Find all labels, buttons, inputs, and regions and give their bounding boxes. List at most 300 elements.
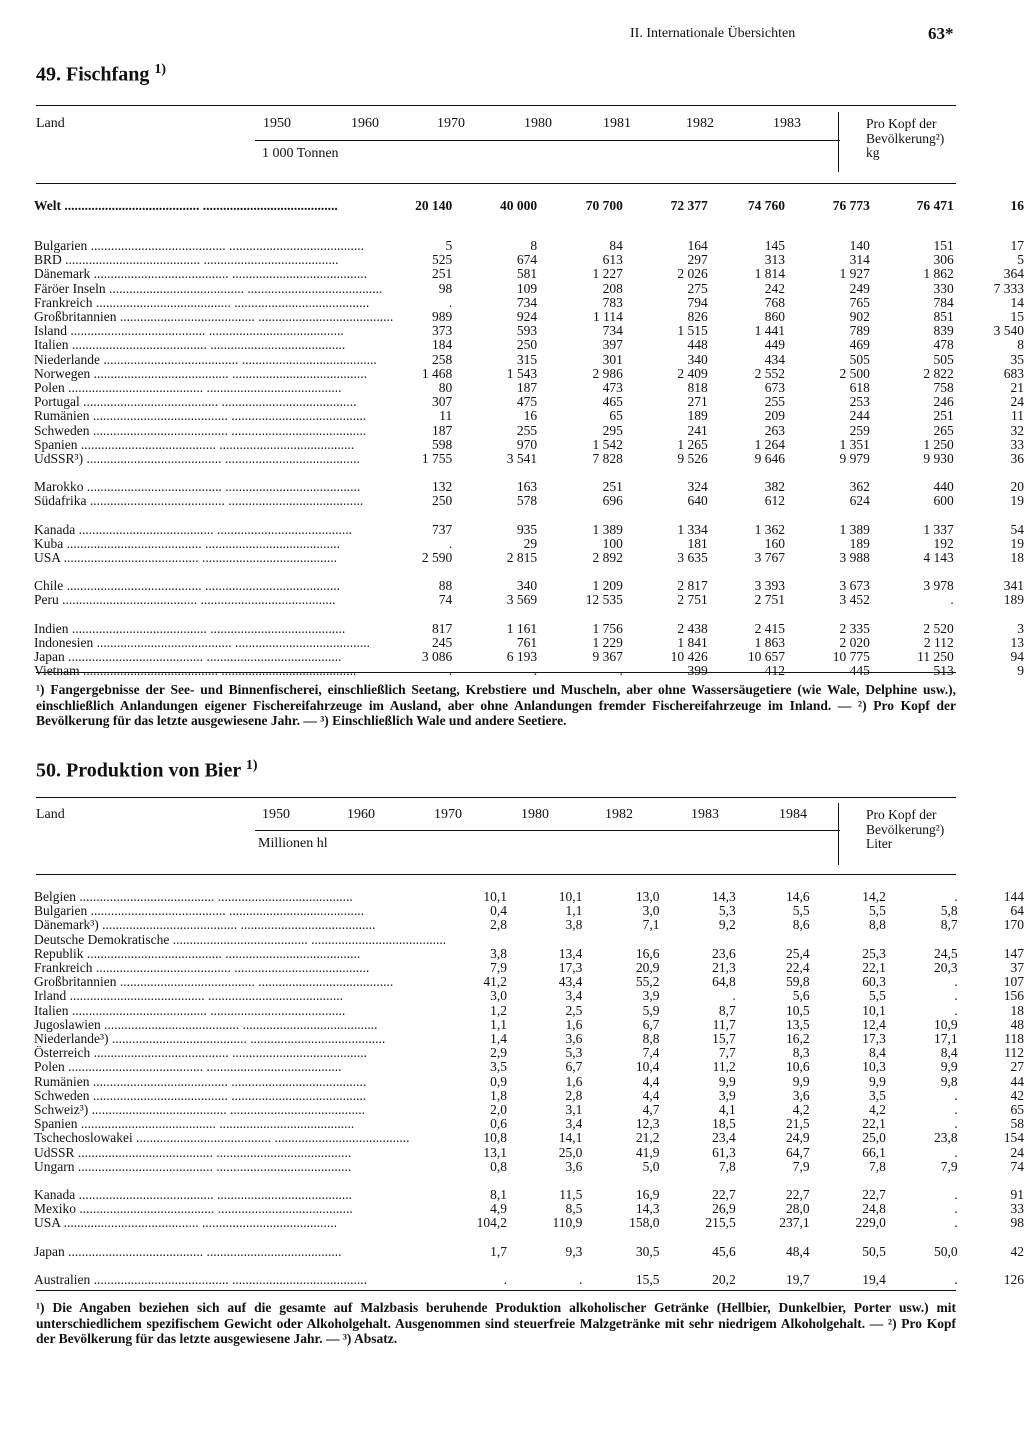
value-cell: 263 bbox=[764, 423, 785, 438]
value-cell: 32 bbox=[1010, 423, 1024, 438]
country-cell: Rumänien ........................................ ........................................ bbox=[34, 1074, 367, 1089]
value-cell: 255 bbox=[764, 395, 785, 410]
value-cell: 11 bbox=[1011, 409, 1024, 424]
beer-col-land: Land bbox=[36, 807, 65, 822]
value-cell: 245 bbox=[432, 635, 453, 650]
value-cell: 478 bbox=[933, 338, 954, 353]
value-cell: 2,8 bbox=[565, 1088, 583, 1103]
value-cell: 8,8 bbox=[869, 918, 886, 933]
value-cell: 2,5 bbox=[565, 1003, 583, 1018]
table-row bbox=[34, 890, 1024, 904]
value-cell: 505 bbox=[933, 352, 954, 367]
value-cell: 3 540 bbox=[993, 324, 1024, 339]
value-cell: 20 bbox=[1010, 480, 1024, 495]
value-cell: 154 bbox=[1003, 1131, 1024, 1146]
country-cell: Färöer Inseln ........................................ ........................................ bbox=[34, 281, 383, 296]
fish-year-header: 1960 bbox=[351, 116, 379, 131]
value-cell: 54 bbox=[1010, 522, 1024, 537]
value-cell: 7,4 bbox=[642, 1046, 660, 1061]
value-cell: 50,0 bbox=[934, 1244, 958, 1259]
value-cell bbox=[393, 608, 452, 622]
value-cell: 4,9 bbox=[490, 1202, 507, 1217]
value-cell: 18,5 bbox=[712, 1117, 736, 1132]
value-cell: 3,6 bbox=[792, 1088, 810, 1103]
table-row bbox=[34, 975, 1024, 989]
table-row bbox=[34, 1216, 1024, 1230]
value-cell: 2 500 bbox=[839, 366, 870, 381]
table-row bbox=[34, 239, 1024, 253]
country-cell: Niederlande ........................................ ........................................ bbox=[34, 352, 377, 367]
value-cell: 8 bbox=[1017, 338, 1024, 353]
value-cell: 1,1 bbox=[565, 904, 583, 919]
value-cell bbox=[958, 1174, 1024, 1188]
value-cell bbox=[582, 933, 659, 947]
fish-header-subrule bbox=[255, 140, 840, 141]
value-cell bbox=[954, 225, 1024, 239]
value-cell: 445 bbox=[849, 664, 870, 679]
value-cell: 4,4 bbox=[642, 1088, 660, 1103]
value-cell: 612 bbox=[764, 494, 785, 509]
value-cell: 613 bbox=[602, 253, 623, 268]
value-cell: 18 bbox=[1010, 1003, 1024, 1018]
table-row bbox=[34, 1089, 1024, 1103]
country-cell: Italien ........................................ ........................................ bbox=[34, 338, 346, 353]
beer-year-header: 1983 bbox=[691, 807, 719, 822]
value-cell: 4,7 bbox=[642, 1103, 660, 1118]
value-cell: 851 bbox=[933, 310, 954, 325]
beer-header-subrule bbox=[255, 830, 840, 831]
value-cell: 0,6 bbox=[490, 1117, 507, 1132]
value-cell: 935 bbox=[516, 522, 538, 537]
value-cell: 64,7 bbox=[785, 1145, 810, 1160]
value-cell: 13,1 bbox=[483, 1145, 507, 1160]
value-cell: 156 bbox=[1003, 989, 1024, 1004]
value-cell bbox=[958, 1259, 1024, 1273]
value-cell: 3 086 bbox=[421, 650, 453, 665]
fish-perhead-header: Pro Kopf der Bevölkerung²) kg bbox=[866, 116, 945, 160]
fish-table-title: 49. Fischfang $^{1)}$ bbox=[36, 62, 167, 86]
value-cell: 2 020 bbox=[839, 635, 870, 650]
value-cell: 7 333 bbox=[993, 281, 1024, 296]
value-cell bbox=[954, 608, 1024, 622]
country-cell: Mexiko ........................................ ........................................ bbox=[34, 1202, 353, 1217]
value-cell: 42 bbox=[1010, 1088, 1024, 1103]
value-cell: 1,1 bbox=[490, 1017, 507, 1032]
table-row bbox=[34, 989, 1024, 1003]
value-cell bbox=[810, 933, 886, 947]
fish-data-table bbox=[34, 199, 1024, 678]
value-cell: 3,9 bbox=[718, 1088, 736, 1103]
value-cell bbox=[736, 1259, 810, 1273]
value-cell: 246 bbox=[933, 395, 954, 410]
value-cell: 13 bbox=[1010, 635, 1024, 650]
value-cell: 16,9 bbox=[635, 1188, 660, 1203]
value-cell: 475 bbox=[516, 395, 538, 410]
value-cell: 164 bbox=[687, 239, 708, 253]
value-cell: 132 bbox=[432, 480, 453, 495]
value-cell: 1 227 bbox=[592, 267, 623, 282]
country-cell: Niederlande³) ........................................ ........................................ bbox=[34, 1032, 386, 1047]
table-row bbox=[34, 466, 1024, 480]
table-row bbox=[34, 537, 1024, 551]
table-row bbox=[34, 1188, 1024, 1202]
value-cell: 12,4 bbox=[862, 1017, 886, 1032]
value-cell bbox=[659, 1174, 735, 1188]
fish-year-header: 1983 bbox=[773, 116, 801, 131]
value-cell: 3 393 bbox=[754, 579, 785, 594]
value-cell: 826 bbox=[687, 310, 708, 325]
value-cell: 902 bbox=[849, 310, 870, 325]
value-cell bbox=[582, 1174, 659, 1188]
value-cell: 33 bbox=[1010, 437, 1024, 452]
value-cell: 8,4 bbox=[869, 1046, 886, 1061]
country-cell bbox=[34, 1259, 446, 1273]
value-cell: 3 673 bbox=[839, 579, 870, 594]
value-cell: 26,9 bbox=[712, 1202, 736, 1217]
value-cell: 0,9 bbox=[490, 1074, 507, 1089]
value-cell bbox=[393, 225, 452, 239]
beer-table-title: 50. Produktion von Bier $^{1)}$ bbox=[36, 758, 258, 782]
value-cell: 76 471 bbox=[916, 199, 954, 213]
value-cell bbox=[810, 1174, 886, 1188]
value-cell bbox=[785, 565, 870, 579]
value-cell: 1 863 bbox=[754, 635, 785, 650]
value-cell: 9,2 bbox=[718, 918, 736, 933]
value-cell: 41,2 bbox=[483, 975, 507, 990]
value-cell: 160 bbox=[764, 536, 785, 551]
value-cell: 2 822 bbox=[923, 366, 954, 381]
value-cell: 14 bbox=[1010, 295, 1024, 310]
value-cell: 17,3 bbox=[558, 961, 583, 976]
value-cell: 16,6 bbox=[635, 946, 660, 961]
value-cell: 25,4 bbox=[785, 946, 810, 961]
value-cell: 100 bbox=[602, 536, 623, 551]
country-cell bbox=[34, 466, 393, 480]
value-cell: 187 bbox=[432, 423, 453, 438]
value-cell: 2 986 bbox=[592, 366, 623, 381]
value-cell bbox=[785, 509, 870, 523]
value-cell: 2 026 bbox=[677, 267, 708, 282]
value-cell bbox=[537, 565, 623, 579]
value-cell: 98 bbox=[438, 281, 453, 296]
beer-year-header: 1982 bbox=[605, 807, 633, 822]
value-cell: 229,0 bbox=[855, 1216, 886, 1231]
value-cell bbox=[659, 933, 735, 947]
value-cell: 8,8 bbox=[642, 1032, 660, 1047]
value-cell: 924 bbox=[516, 310, 538, 325]
value-cell: 48 bbox=[1010, 1017, 1024, 1032]
table-row bbox=[34, 409, 1024, 423]
value-cell: 59,8 bbox=[785, 975, 810, 990]
value-cell: 20,3 bbox=[934, 961, 958, 976]
country-cell: Jugoslawien ........................................ ........................................ bbox=[34, 1017, 378, 1032]
value-cell: 13,4 bbox=[558, 946, 583, 961]
country-cell: Indonesien ........................................ ........................................ bbox=[34, 635, 370, 650]
value-cell: . bbox=[954, 989, 958, 1004]
table-row bbox=[34, 1046, 1024, 1060]
value-cell: 3,0 bbox=[490, 989, 507, 1004]
value-cell: 24,9 bbox=[785, 1131, 810, 1146]
value-cell: 9 979 bbox=[839, 452, 870, 467]
table-row bbox=[34, 1273, 1024, 1287]
value-cell: 40 000 bbox=[499, 199, 538, 213]
country-cell: Bulgarien ........................................ ........................................ bbox=[34, 904, 364, 919]
country-cell: Vietnam ........................................ ........................................ bbox=[34, 664, 357, 679]
value-cell: 434 bbox=[764, 352, 785, 367]
value-cell: 14,6 bbox=[785, 890, 810, 904]
value-cell: 3,6 bbox=[565, 1159, 583, 1174]
country-cell: Welt ........................................ ........................................ bbox=[34, 199, 338, 213]
table-row bbox=[34, 593, 1024, 607]
value-cell: 91 bbox=[1010, 1188, 1024, 1203]
value-cell: 144 bbox=[1003, 890, 1024, 904]
value-cell: 192 bbox=[933, 536, 954, 551]
value-cell: 50,5 bbox=[862, 1244, 886, 1259]
table-row bbox=[34, 267, 1024, 281]
value-cell: 88 bbox=[438, 579, 453, 594]
value-cell bbox=[736, 933, 810, 947]
value-cell: 250 bbox=[516, 338, 538, 353]
table-row bbox=[34, 494, 1024, 508]
country-cell: Marokko ........................................ ........................................ bbox=[34, 480, 361, 495]
value-cell: 624 bbox=[849, 494, 870, 509]
value-cell bbox=[870, 466, 954, 480]
value-cell: 9 646 bbox=[754, 452, 785, 467]
table-row bbox=[34, 1131, 1024, 1145]
country-cell: Polen ........................................ ........................................ bbox=[34, 1060, 342, 1075]
value-cell: 253 bbox=[849, 395, 870, 410]
value-cell: 5 bbox=[1017, 253, 1024, 268]
value-cell: 10,8 bbox=[483, 1131, 507, 1146]
value-cell: 24,5 bbox=[934, 946, 958, 961]
value-cell: 20,2 bbox=[712, 1272, 736, 1287]
value-cell bbox=[446, 1231, 507, 1245]
value-cell: 0,8 bbox=[490, 1159, 507, 1174]
value-cell bbox=[708, 608, 785, 622]
fish-footnote: ¹) Fangergebnisse der See- und Binnenfischerei, einschließlich Seetang, Krebstiere und Muscheln, aber ohne Wassersäugetiere (wie Wale, Delphine usw.), einschließlich Anlandungen eigener Fischereifahrzeuge im Ausland, aber ohne Anlandungen fremder Fischereifahrzeuge im Inland. — ²) Pro Kopf der Bevölkerung für das letzte ausgewiesene Jahr. — ³) Einschließlich Wale und andere Seetiere. bbox=[36, 682, 956, 728]
value-cell: 94 bbox=[1010, 650, 1024, 665]
value-cell: 22,1 bbox=[862, 1117, 886, 1132]
value-cell: 3,8 bbox=[565, 918, 583, 933]
value-cell: 2 415 bbox=[754, 621, 785, 636]
value-cell bbox=[537, 225, 623, 239]
value-cell: 4,1 bbox=[718, 1103, 736, 1118]
value-cell: 28,0 bbox=[785, 1202, 810, 1217]
value-cell bbox=[785, 608, 870, 622]
value-cell: . bbox=[954, 1088, 958, 1103]
value-cell bbox=[507, 1231, 582, 1245]
value-cell bbox=[886, 933, 958, 947]
value-cell: 45,6 bbox=[712, 1244, 736, 1259]
country-cell: Japan ........................................ ........................................ bbox=[34, 650, 342, 665]
value-cell bbox=[785, 225, 870, 239]
value-cell: 1 229 bbox=[592, 635, 623, 650]
value-cell: 525 bbox=[432, 253, 453, 268]
value-cell: 10,5 bbox=[785, 1003, 810, 1018]
country-cell: Schweiz³) ........................................ ........................................ bbox=[34, 1103, 366, 1118]
country-cell: Kanada ........................................ ........................................ bbox=[34, 1188, 352, 1203]
value-cell: 14,3 bbox=[712, 890, 736, 904]
country-cell: Australien ........................................ ........................................ bbox=[34, 1272, 367, 1287]
value-cell bbox=[708, 466, 785, 480]
value-cell: . bbox=[954, 975, 958, 990]
value-cell: 151 bbox=[933, 239, 954, 253]
value-cell: 22,7 bbox=[862, 1188, 886, 1203]
value-cell: 8,1 bbox=[490, 1188, 507, 1203]
value-cell bbox=[507, 933, 582, 947]
table-row bbox=[34, 296, 1024, 310]
value-cell: 340 bbox=[687, 352, 708, 367]
beer-year-header: 1984 bbox=[779, 807, 807, 822]
value-cell: 158,0 bbox=[629, 1216, 660, 1231]
value-cell: 98 bbox=[1010, 1216, 1024, 1231]
country-cell: USA ........................................ ........................................ bbox=[34, 551, 338, 566]
value-cell: 1 814 bbox=[754, 267, 785, 282]
fish-year-header: 1970 bbox=[437, 116, 465, 131]
value-cell: 2 892 bbox=[592, 551, 623, 566]
page-number: 63* bbox=[928, 24, 954, 43]
country-cell: Großbritannien ........................................ ........................................ bbox=[34, 310, 394, 325]
country-cell: BRD ........................................ ........................................ bbox=[34, 253, 339, 268]
value-cell: 70 700 bbox=[585, 199, 623, 213]
table-row bbox=[34, 253, 1024, 267]
value-cell: 250 bbox=[432, 494, 453, 509]
value-cell: 9 367 bbox=[592, 650, 623, 665]
table-row bbox=[34, 1075, 1024, 1089]
value-cell: 58 bbox=[1010, 1117, 1024, 1132]
value-cell: 5 bbox=[445, 239, 453, 253]
value-cell bbox=[393, 466, 452, 480]
value-cell: 696 bbox=[602, 494, 623, 509]
value-cell: 5,5 bbox=[869, 904, 886, 919]
value-cell: 11,2 bbox=[712, 1060, 736, 1075]
table-row bbox=[34, 579, 1024, 593]
table-row bbox=[34, 1259, 1024, 1273]
country-cell bbox=[34, 509, 393, 523]
value-cell: 784 bbox=[933, 295, 954, 310]
beer-header-rule bbox=[36, 874, 956, 875]
value-cell bbox=[507, 1174, 582, 1188]
value-cell: 3,0 bbox=[642, 904, 660, 919]
value-cell: 251 bbox=[933, 409, 954, 424]
value-cell bbox=[537, 509, 623, 523]
value-cell bbox=[659, 1259, 735, 1273]
value-cell: 107 bbox=[1003, 975, 1024, 990]
value-cell: 15,5 bbox=[635, 1272, 660, 1287]
running-head: II. Internationale Übersichten bbox=[630, 26, 796, 41]
value-cell: 301 bbox=[602, 352, 623, 367]
value-cell: 1 543 bbox=[506, 366, 538, 381]
value-cell: 22,7 bbox=[712, 1188, 736, 1203]
value-cell bbox=[954, 565, 1024, 579]
value-cell: 208 bbox=[602, 281, 623, 296]
value-cell: . bbox=[954, 1216, 958, 1231]
value-cell: 1 755 bbox=[421, 452, 453, 467]
value-cell: 989 bbox=[432, 310, 453, 325]
table-row bbox=[34, 1117, 1024, 1131]
country-cell bbox=[34, 565, 393, 579]
value-cell bbox=[446, 933, 507, 947]
value-cell: . bbox=[448, 664, 453, 679]
value-cell: 15,7 bbox=[712, 1032, 736, 1047]
value-cell: 1 515 bbox=[677, 324, 708, 339]
value-cell: 618 bbox=[849, 381, 870, 396]
fish-year-header: 1950 bbox=[263, 116, 291, 131]
table-row bbox=[34, 551, 1024, 565]
beer-top-rule bbox=[36, 797, 956, 798]
country-cell: Großbritannien ........................................ ........................................ bbox=[34, 975, 394, 990]
value-cell: 275 bbox=[687, 281, 708, 296]
value-cell: 3,9 bbox=[642, 989, 660, 1004]
country-cell: Frankreich ........................................ ........................................ bbox=[34, 961, 370, 976]
country-cell bbox=[34, 608, 393, 622]
value-cell: 783 bbox=[602, 295, 623, 310]
table-row bbox=[34, 1103, 1024, 1117]
value-cell: 42 bbox=[1010, 1244, 1024, 1259]
value-cell: 364 bbox=[1003, 267, 1024, 282]
value-cell: . bbox=[448, 536, 453, 551]
value-cell: 1,8 bbox=[490, 1088, 507, 1103]
value-cell: 1 351 bbox=[839, 437, 870, 452]
value-cell: 189 bbox=[849, 536, 870, 551]
value-cell: 2 817 bbox=[677, 579, 708, 594]
value-cell: 33 bbox=[1010, 1202, 1024, 1217]
country-cell: Chile ........................................ ........................................ bbox=[34, 579, 340, 594]
value-cell: 19 bbox=[1010, 536, 1024, 551]
value-cell: 2 751 bbox=[677, 593, 708, 608]
value-cell bbox=[452, 466, 537, 480]
beer-data-table bbox=[34, 890, 1024, 1287]
value-cell: 330 bbox=[933, 281, 954, 296]
value-cell: 3 452 bbox=[839, 593, 870, 608]
value-cell: 5,6 bbox=[792, 989, 810, 1004]
value-cell bbox=[623, 225, 708, 239]
value-cell: 11 bbox=[439, 409, 453, 424]
value-cell: 761 bbox=[516, 635, 538, 650]
value-cell bbox=[958, 1231, 1024, 1245]
value-cell: . bbox=[950, 593, 954, 608]
value-cell bbox=[870, 225, 954, 239]
country-cell: Rumänien ........................................ ........................................ bbox=[34, 409, 367, 424]
value-cell: 1 468 bbox=[421, 366, 453, 381]
country-cell: Österreich ........................................ ........................................ bbox=[34, 1046, 367, 1061]
value-cell: 4,2 bbox=[792, 1103, 810, 1118]
value-cell: 2 112 bbox=[923, 635, 954, 650]
value-cell: 4 143 bbox=[923, 551, 954, 566]
value-cell: 2,8 bbox=[490, 918, 507, 933]
value-cell: 818 bbox=[687, 381, 708, 396]
value-cell: 1,4 bbox=[490, 1032, 507, 1047]
country-cell: Spanien ........................................ ........................................ bbox=[34, 437, 355, 452]
value-cell bbox=[870, 565, 954, 579]
value-cell: 2 409 bbox=[677, 366, 708, 381]
value-cell: 768 bbox=[764, 295, 785, 310]
value-cell: 1,6 bbox=[565, 1017, 583, 1032]
table-row bbox=[34, 424, 1024, 438]
table-row bbox=[34, 199, 1024, 225]
value-cell: 5,5 bbox=[869, 989, 886, 1004]
country-cell: Belgien ........................................ ........................................ bbox=[34, 890, 353, 904]
value-cell bbox=[736, 1231, 810, 1245]
value-cell: 578 bbox=[516, 494, 538, 509]
value-cell: 1,6 bbox=[565, 1074, 583, 1089]
value-cell: 25,0 bbox=[558, 1145, 583, 1160]
value-cell: 17,3 bbox=[862, 1032, 886, 1047]
value-cell: 6 193 bbox=[506, 650, 538, 665]
country-cell: Schweden ........................................ ........................................ bbox=[34, 423, 367, 438]
value-cell bbox=[393, 509, 452, 523]
table-row bbox=[34, 1032, 1024, 1046]
